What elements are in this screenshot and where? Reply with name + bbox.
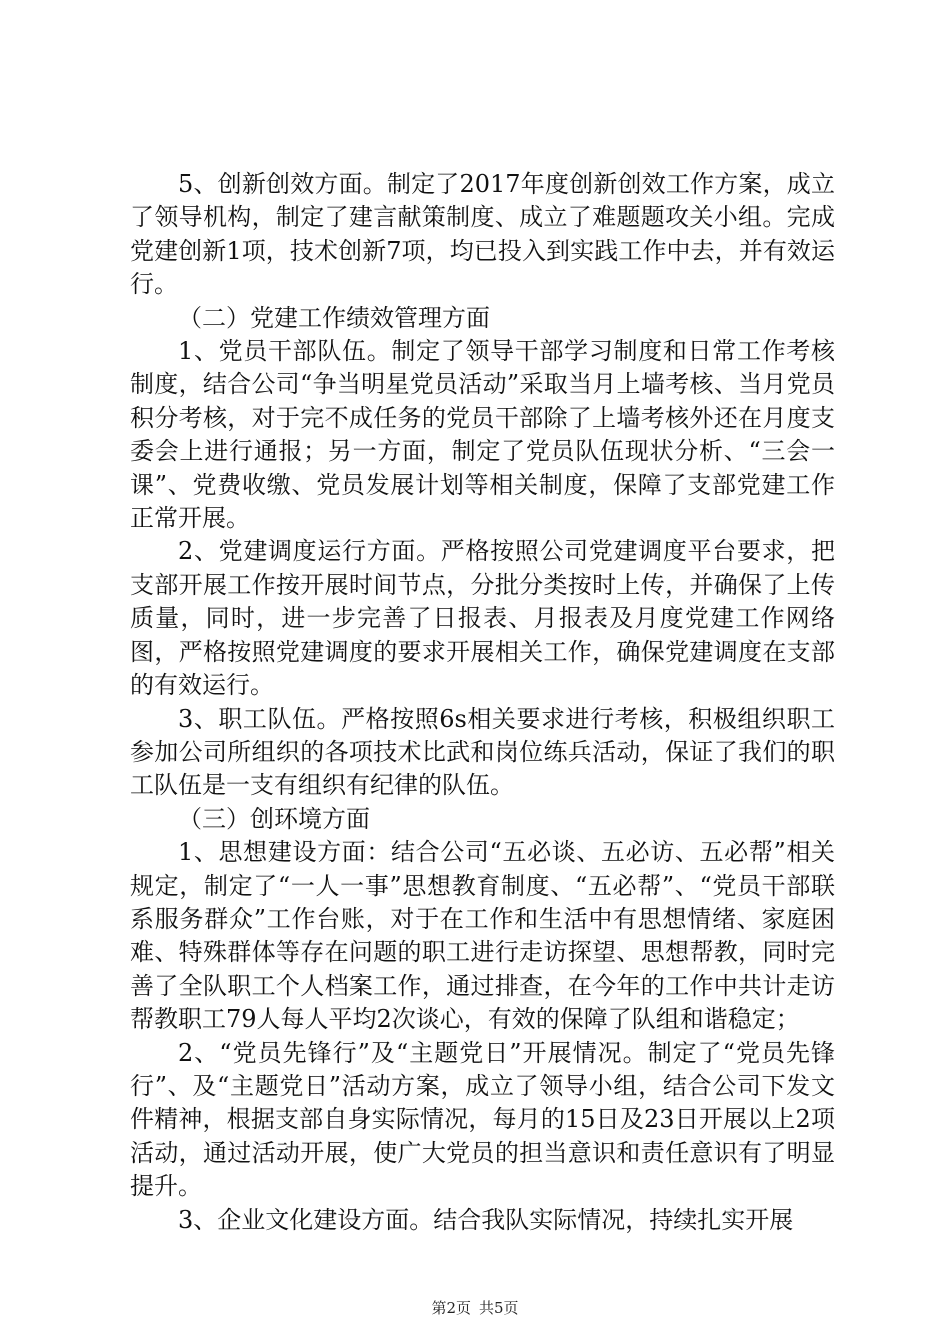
page-footer [0, 1298, 950, 1318]
paragraph-worker-team: 3、职工队伍。严格按照6s相关要求进行考核，积极组织职工参加公司所组织的各项技术比武和岗位练兵活动，保证了我们的职工队伍是一支有组织有纪律的队伍。 [130, 704, 835, 800]
paragraph-dispatch-operation: 2、党建调度运行方面。严格按照公司党建调度平台要求，把支部开展工作按开展时间节点，分批分类按时上传，并确保了上传质量，同时，进一步完善了日报表、月报表及月度党建工作网络图，严格按照党建调度的要求开展相关工作，确保党建调度在支部的有效运行。 [130, 537, 835, 700]
paragraph-cadre-team: 1、党员干部队伍。制定了领导干部学习制度和日常工作考核制度，结合公司“争当明星党员活动”采取当月上墙考核、当月党员积分考核，对于完不成任务的党员干部除了上墙考核外还在月度支委会上进行通报；另一方面，制定了党员队伍现状分析、“三会一课”、党费收缴、党员发展计划等相关制度，保障了支部党建工作正常开展。 [130, 337, 835, 533]
document-body [130, 168, 835, 1237]
section-heading-performance: （二）党建工作绩效管理方面 [178, 303, 490, 332]
page-number: 第2页 [431, 1299, 471, 1317]
paragraph-innovation: 5、创新创效方面。制定了2017年度创新创效工作方案，成立了领导机构，制定了建言献策制度、成立了难题题攻关小组。完成党建创新1项，技术创新7项，均已投入到实践工作中去，并有效运行。 [130, 170, 835, 299]
page-total: 共5页 [479, 1299, 519, 1317]
section-heading-environment: （三）创环境方面 [178, 804, 370, 833]
paragraph-pioneer-activities: 2、“党员先锋行”及“主题党日”开展情况。制定了“党员先锋行”、及“主题党日”活动方案，成立了领导小组，结合公司下发文件精神，根据支部自身实际情况，每月的15日及23日开展以上2项活动，通过活动开展，使广大党员的担当意识和责任意识有了明显提升。 [130, 1038, 835, 1201]
paragraph-corporate-culture: 3、企业文化建设方面。结合我队实际情况，持续扎实开展 [178, 1205, 794, 1234]
paragraph-ideology: 1、思想建设方面：结合公司“五必谈、五必访、五必帮”相关规定，制定了“一人一事”思想教育制度、“五必帮”、“党员干部联系服务群众”工作台账，对于在工作和生活中有思想情绪、家庭困难、特殊群体等存在问题的职工进行走访探望、思想帮教，同时完善了全队职工个人档案工作，通过排查，在今年的工作中共计走访帮教职工79人每人平均2次谈心，有效的保障了队组和谐稳定； [130, 838, 835, 1034]
